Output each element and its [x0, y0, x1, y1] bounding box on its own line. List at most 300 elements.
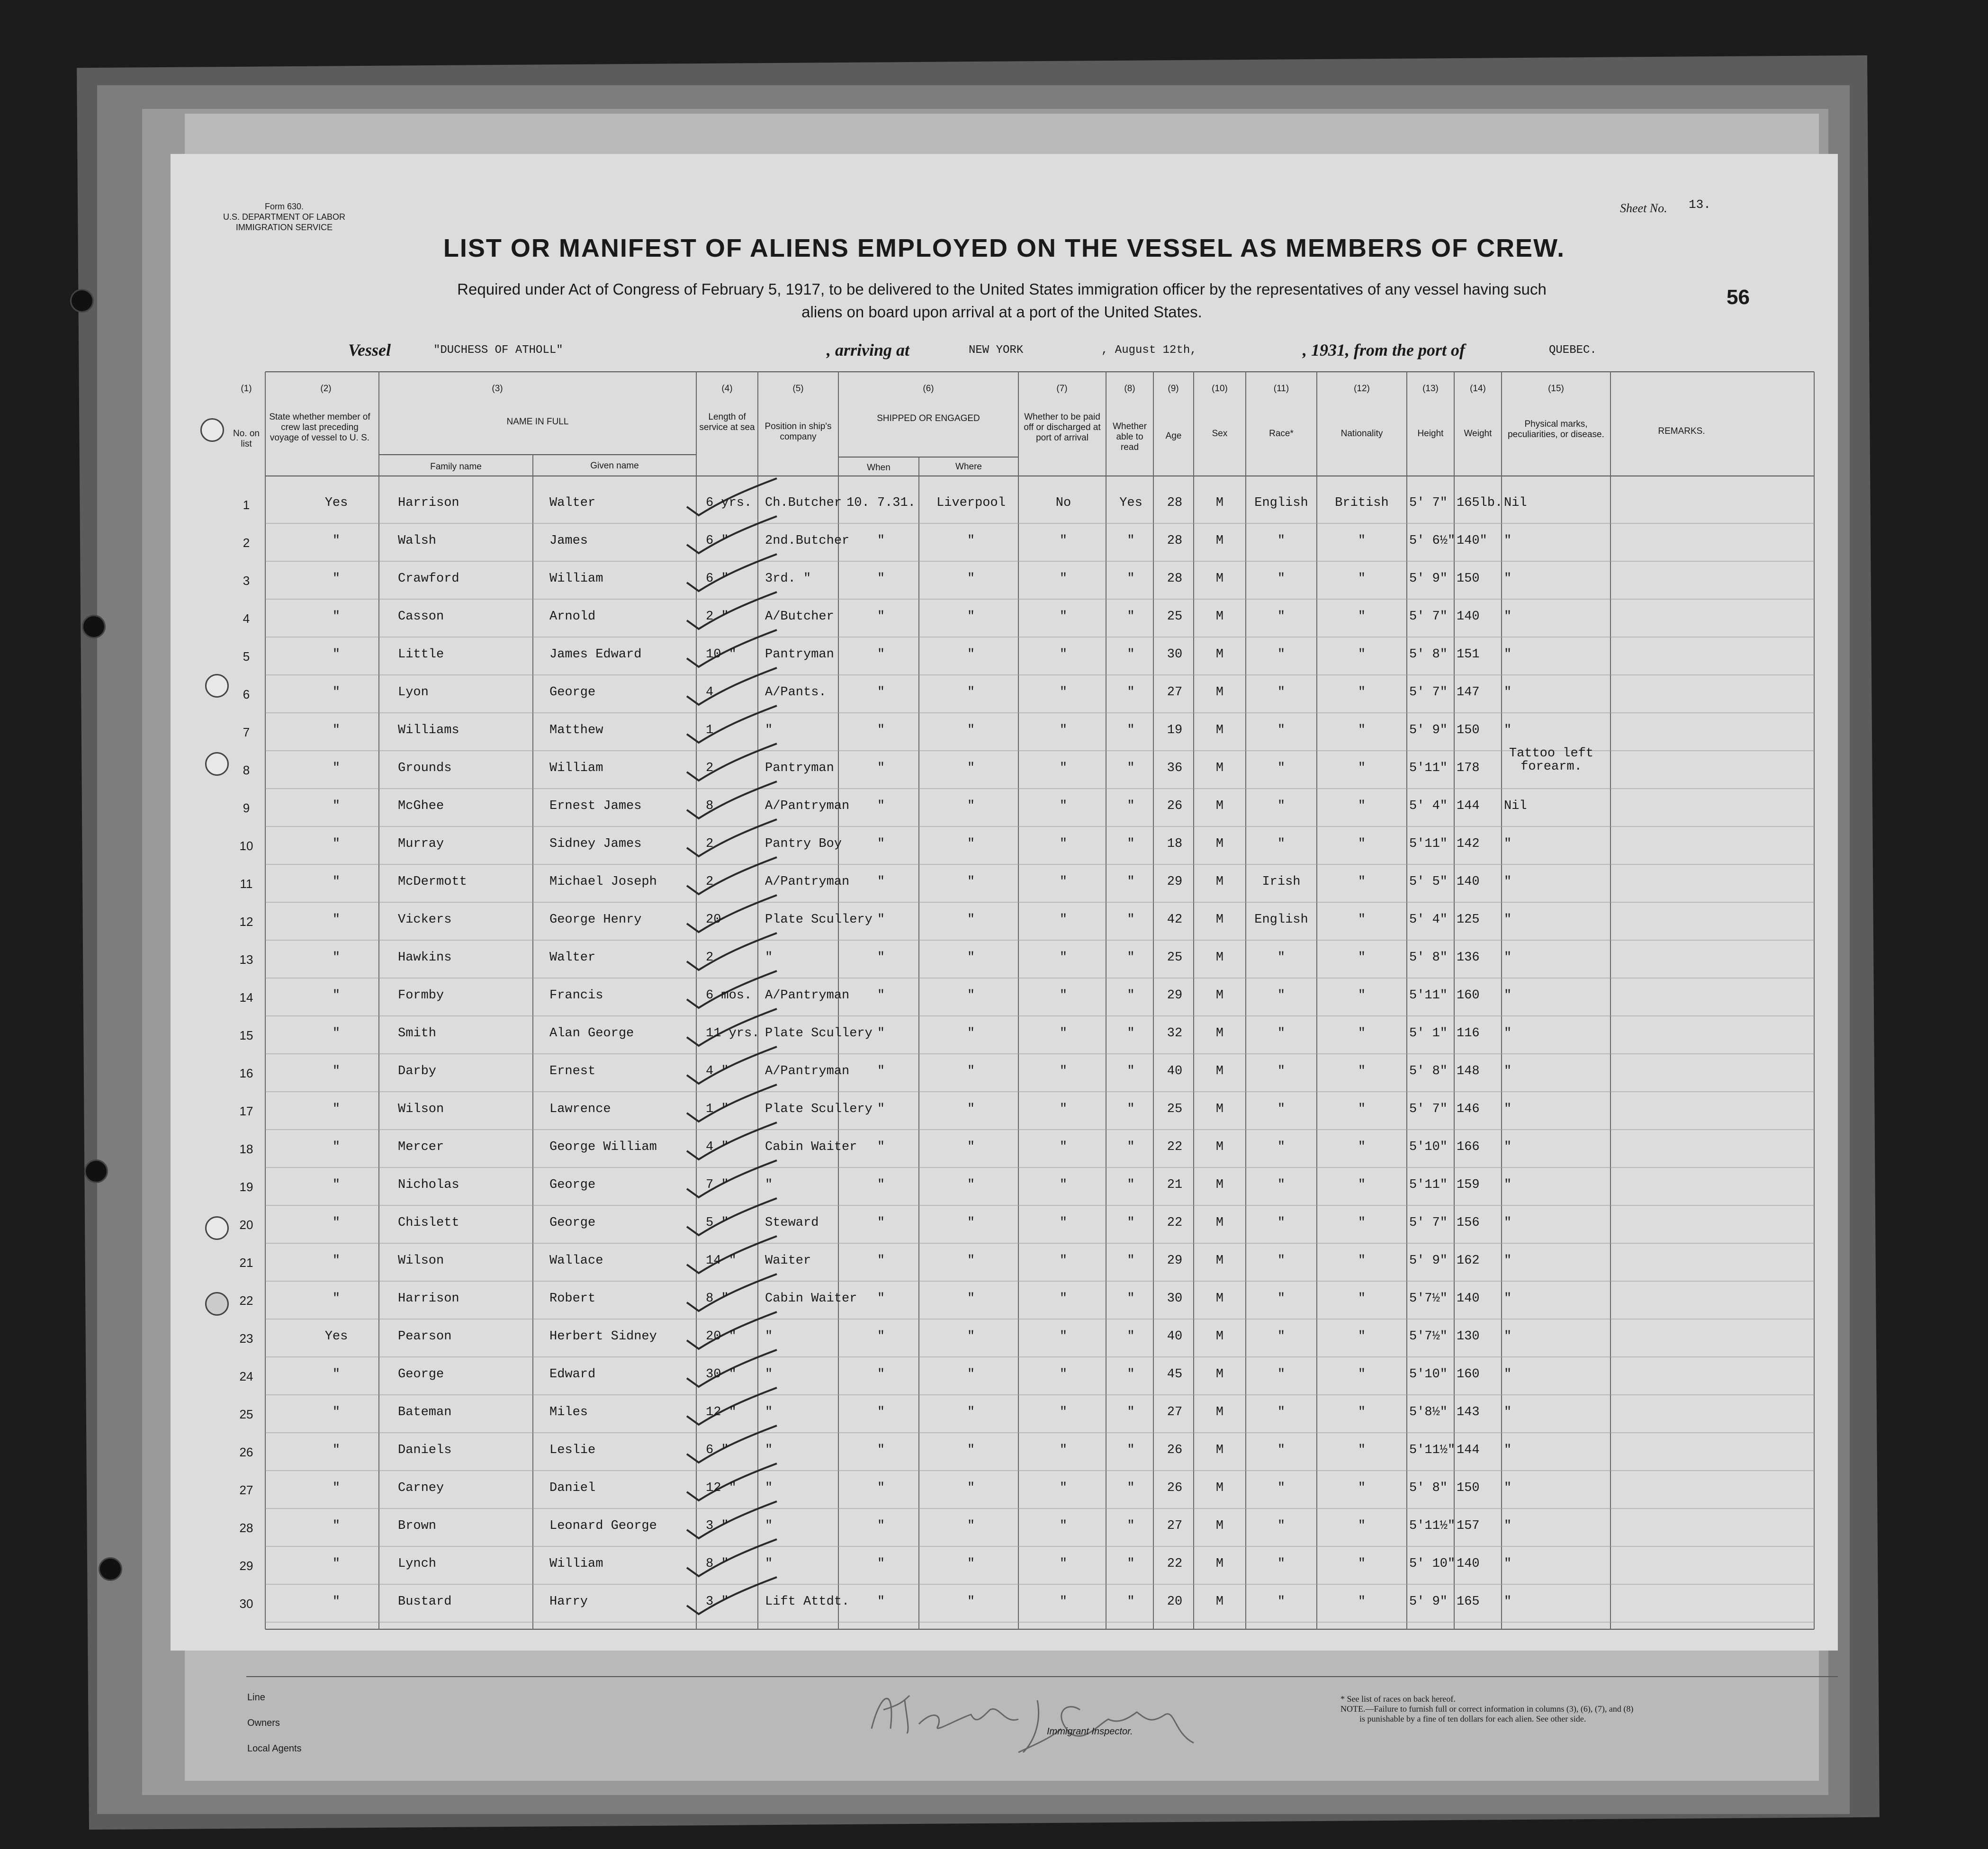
cell-nat: " — [1358, 1367, 1366, 1382]
cell-position: " — [765, 1443, 773, 1457]
cell-paid: " — [1059, 647, 1068, 662]
cell-given: Edward — [549, 1367, 596, 1382]
cell-prev: " — [332, 647, 341, 662]
cell-where: " — [967, 685, 975, 700]
cell-height: 5' 9" — [1409, 1254, 1448, 1268]
cell-nat: " — [1358, 723, 1366, 737]
cell-family: Harrison — [398, 1292, 459, 1306]
cell-family: Wilson — [398, 1102, 444, 1116]
binding-hole — [84, 1159, 108, 1183]
cell-sex: M — [1215, 913, 1224, 927]
cell-age: 32 — [1167, 1026, 1183, 1041]
cell-height: 5'10" — [1409, 1140, 1448, 1154]
cell-given: Ernest James — [549, 799, 642, 813]
cell-prev: " — [332, 1026, 341, 1041]
cell-height: 5' 5" — [1409, 875, 1448, 889]
cell-given: Lawrence — [549, 1102, 611, 1116]
cell-weight: 148 — [1457, 1064, 1480, 1078]
cell-read: " — [1127, 1178, 1135, 1192]
cell-read: " — [1127, 1557, 1135, 1571]
cell-race: " — [1277, 1481, 1286, 1495]
cell-age: 27 — [1167, 1519, 1183, 1533]
cell-age: 26 — [1167, 799, 1183, 813]
cell-given: William — [549, 1557, 603, 1571]
cell-position: Pantryman — [765, 647, 834, 662]
cell-marks: " — [1504, 1405, 1512, 1419]
cell-prev: " — [332, 1557, 341, 1571]
page-stamp: 56 — [1727, 286, 1750, 309]
cell-sex: M — [1215, 951, 1224, 965]
row-number: 16 — [239, 1066, 253, 1080]
cell-prev: " — [332, 1178, 341, 1192]
cell-marks: Nil — [1504, 799, 1527, 813]
row-number: 11 — [240, 877, 253, 891]
cell-when: " — [877, 1140, 885, 1154]
subtitle-line: aliens on board upon arrival at a port of the United States. — [801, 303, 1202, 321]
inspector-signature-image — [862, 1672, 1241, 1757]
cell-age: 30 — [1167, 1292, 1183, 1306]
vessel-name: "DUCHESS OF ATHOLL" — [433, 344, 563, 357]
cell-sex: M — [1215, 1481, 1224, 1495]
cell-paid: " — [1059, 1519, 1068, 1533]
cell-race: " — [1277, 610, 1286, 624]
check-mark — [687, 819, 777, 856]
note-line: NOTE.—Failure to furnish full or correct information in columns (3), (6), (7), and (8) — [1340, 1704, 1634, 1714]
cell-weight: 144 — [1457, 799, 1480, 813]
cell-prev: " — [332, 1064, 341, 1078]
cell-family: Carney — [398, 1481, 444, 1495]
cell-race: English — [1254, 913, 1308, 927]
cell-where: " — [967, 1064, 975, 1078]
cell-nat: " — [1358, 1595, 1366, 1609]
cell-height: 5'7½" — [1409, 1329, 1448, 1344]
cell-age: 26 — [1167, 1443, 1183, 1457]
cell-paid: " — [1059, 1102, 1068, 1116]
column-number: (10) — [1212, 384, 1228, 394]
cell-age: 40 — [1167, 1329, 1183, 1344]
cell-age: 28 — [1167, 534, 1183, 548]
inspector-label: Immigrant Inspector. — [1047, 1726, 1133, 1737]
row-number: 26 — [239, 1445, 253, 1459]
cell-family: McGhee — [398, 799, 444, 813]
cell-marks: " — [1504, 875, 1512, 889]
check-mark — [687, 1426, 777, 1463]
cell-where: " — [967, 1216, 975, 1230]
col-header-age: Age — [1165, 431, 1182, 441]
cell-nat: " — [1358, 951, 1366, 965]
cell-position: A/Pantryman — [765, 875, 850, 889]
cell-where: " — [967, 1405, 975, 1419]
cell-marks: Tattoo left forearm. — [1509, 746, 1594, 774]
footer-line-label: Line — [247, 1692, 265, 1703]
cell-race: " — [1277, 1443, 1286, 1457]
cell-paid: " — [1059, 988, 1068, 1003]
cell-paid: " — [1059, 1367, 1068, 1382]
cell-read: " — [1127, 1216, 1135, 1230]
cell-where: " — [967, 1329, 975, 1344]
manifest-page — [171, 154, 1838, 1754]
cell-family: Murray — [398, 837, 444, 851]
cell-prev: " — [332, 799, 341, 813]
cell-service: 2 — [706, 875, 714, 889]
cell-service: 10 " — [706, 647, 737, 662]
arrival-port: NEW YORK — [969, 344, 1024, 357]
cell-marks: " — [1504, 1254, 1512, 1268]
cell-when: " — [877, 1405, 885, 1419]
cell-read: " — [1127, 534, 1135, 548]
cell-paid: " — [1059, 1064, 1068, 1078]
cell-read: " — [1127, 1026, 1135, 1041]
column-number: (9) — [1168, 384, 1179, 394]
cell-height: 5' 1" — [1409, 1026, 1448, 1041]
binding-hole — [205, 674, 229, 698]
row-number: 17 — [239, 1104, 253, 1118]
cell-family: Crawford — [398, 572, 459, 586]
cell-read: " — [1127, 1405, 1135, 1419]
binding-hole — [82, 615, 106, 638]
cell-paid: " — [1059, 1557, 1068, 1571]
cell-prev: " — [332, 1292, 341, 1306]
cell-when: " — [877, 875, 885, 889]
cell-service: 7 " — [706, 1178, 729, 1192]
cell-where: " — [967, 1292, 975, 1306]
cell-read: " — [1127, 951, 1135, 965]
cell-when: " — [877, 1367, 885, 1382]
cell-where: " — [967, 799, 975, 813]
cell-race: " — [1277, 1216, 1286, 1230]
cell-family: Daniels — [398, 1443, 452, 1457]
cell-service: 8 " — [706, 1292, 729, 1306]
cell-paid: " — [1059, 685, 1068, 700]
cell-weight: 140" — [1457, 534, 1487, 548]
cell-position: A/Pants. — [765, 685, 827, 700]
cell-read: " — [1127, 1519, 1135, 1533]
vessel-label: Vessel — [348, 341, 391, 359]
cell-nat: " — [1358, 1405, 1366, 1419]
cell-race: " — [1277, 1595, 1286, 1609]
cell-age: 25 — [1167, 951, 1183, 965]
cell-when: " — [877, 988, 885, 1003]
cell-race: " — [1277, 1292, 1286, 1306]
cell-given: George Henry — [549, 913, 642, 927]
cell-family: Harrison — [398, 496, 459, 510]
check-mark — [687, 554, 777, 591]
cell-position: A/Butcher — [765, 610, 834, 624]
row-number: 4 — [243, 611, 250, 626]
row-number: 14 — [239, 990, 253, 1005]
cell-race: English — [1254, 496, 1308, 510]
row-number: 18 — [239, 1142, 253, 1156]
check-mark — [687, 895, 777, 932]
cell-when: " — [877, 1026, 885, 1041]
cell-prev: " — [332, 837, 341, 851]
cell-nat: " — [1358, 1254, 1366, 1268]
cell-where: " — [967, 875, 975, 889]
cell-position: Ch.Butcher — [765, 496, 842, 510]
cell-position: Pantry Boy — [765, 837, 842, 851]
col-header-shipped: SHIPPED OR ENGAGED — [877, 413, 980, 423]
cell-position: " — [765, 951, 773, 965]
row-number: 13 — [239, 952, 253, 967]
cell-weight: 157 — [1457, 1519, 1480, 1533]
cell-nat: " — [1358, 1329, 1366, 1344]
cell-age: 22 — [1167, 1216, 1183, 1230]
cell-race: " — [1277, 1254, 1286, 1268]
cell-given: Harry — [549, 1595, 588, 1609]
cell-prev: " — [332, 1102, 341, 1116]
column-number: (14) — [1470, 384, 1486, 394]
cell-race: " — [1277, 572, 1286, 586]
check-mark — [687, 1085, 777, 1122]
cell-paid: " — [1059, 1026, 1068, 1041]
cell-race: " — [1277, 1178, 1286, 1192]
cell-race: Irish — [1262, 875, 1301, 889]
col-header-no: No. on list — [233, 429, 260, 449]
cell-where: " — [967, 988, 975, 1003]
cell-marks: " — [1504, 1443, 1512, 1457]
row-number: 29 — [239, 1559, 253, 1573]
cell-read: " — [1127, 837, 1135, 851]
cell-family: Bateman — [398, 1405, 452, 1419]
cell-where: " — [967, 1178, 975, 1192]
column-number: (7) — [1056, 384, 1068, 394]
cell-age: 19 — [1167, 723, 1183, 737]
cell-service: 12 " — [706, 1405, 737, 1419]
row-number: 28 — [239, 1521, 253, 1535]
cell-given: Walter — [549, 951, 596, 965]
col-header-name: NAME IN FULL — [506, 417, 569, 427]
cell-family: Darby — [398, 1064, 437, 1078]
cell-where: " — [967, 610, 975, 624]
cell-height: 5' 7" — [1409, 496, 1448, 510]
cell-race: " — [1277, 1557, 1286, 1571]
cell-when: " — [877, 1481, 885, 1495]
cell-when: " — [877, 1519, 885, 1533]
cell-service: 20 — [706, 913, 721, 927]
binding-hole — [205, 1292, 229, 1316]
cell-race: " — [1277, 761, 1286, 775]
cell-age: 29 — [1167, 988, 1183, 1003]
cell-weight: 165 — [1457, 1595, 1480, 1609]
cell-given: Walter — [549, 496, 596, 510]
cell-age: 22 — [1167, 1557, 1183, 1571]
cell-given: George — [549, 685, 596, 700]
cell-given: William — [549, 761, 603, 775]
cell-paid: " — [1059, 572, 1068, 586]
cell-nat: " — [1358, 761, 1366, 775]
col-header-sex: Sex — [1212, 429, 1228, 439]
cell-sex: M — [1215, 496, 1224, 510]
cell-marks: " — [1504, 534, 1512, 548]
cell-sex: M — [1215, 1443, 1224, 1457]
cell-nat: " — [1358, 1557, 1366, 1571]
cell-nat: " — [1358, 913, 1366, 927]
cell-weight: 150 — [1457, 572, 1480, 586]
col-header-weight: Weight — [1464, 429, 1492, 439]
row-number: 20 — [239, 1218, 253, 1232]
cell-given: Daniel — [549, 1481, 596, 1495]
cell-prev: " — [332, 761, 341, 775]
cell-marks: " — [1504, 1216, 1512, 1230]
cell-paid: " — [1059, 723, 1068, 737]
cell-race: " — [1277, 685, 1286, 700]
arrival-date: , August 12th, — [1101, 344, 1197, 357]
cell-paid: " — [1059, 1292, 1068, 1306]
cell-height: 5' 9" — [1409, 572, 1448, 586]
cell-nat: " — [1358, 572, 1366, 586]
cell-age: 29 — [1167, 875, 1183, 889]
cell-family: Lyon — [398, 685, 429, 700]
cell-race: " — [1277, 534, 1286, 548]
cell-height: 5' 10" — [1409, 1557, 1456, 1571]
cell-when: 10. 7.31. — [846, 496, 916, 510]
cell-weight: 156 — [1457, 1216, 1480, 1230]
cell-position: Lift Attdt. — [765, 1595, 850, 1609]
cell-prev: " — [332, 1367, 341, 1382]
cell-age: 22 — [1167, 1140, 1183, 1154]
check-mark — [687, 1047, 777, 1084]
cell-race: " — [1277, 951, 1286, 965]
cell-paid: " — [1059, 1329, 1068, 1344]
cell-nat: " — [1358, 610, 1366, 624]
row-number: 8 — [243, 763, 250, 777]
cell-age: 28 — [1167, 496, 1183, 510]
cell-service: 2 " — [706, 610, 729, 624]
row-number: 25 — [239, 1407, 253, 1421]
cell-sex: M — [1215, 723, 1224, 737]
cell-family: Brown — [398, 1519, 437, 1533]
cell-where: " — [967, 913, 975, 927]
check-mark — [687, 1577, 777, 1614]
cell-marks: " — [1504, 685, 1512, 700]
cell-position: Cabin Waiter — [765, 1292, 857, 1306]
cell-nat: " — [1358, 1519, 1366, 1533]
cell-sex: M — [1215, 610, 1224, 624]
cell-paid: " — [1059, 799, 1068, 813]
cell-height: 5' 7" — [1409, 1216, 1448, 1230]
cell-prev: " — [332, 1405, 341, 1419]
col-header-family-name: Family name — [430, 462, 482, 472]
cell-marks: " — [1504, 1102, 1512, 1116]
cell-paid: " — [1059, 1178, 1068, 1192]
cell-weight: 116 — [1457, 1026, 1480, 1041]
cell-nat: " — [1358, 799, 1366, 813]
cell-race: " — [1277, 1519, 1286, 1533]
cell-paid: " — [1059, 1216, 1068, 1230]
cell-age: 45 — [1167, 1367, 1183, 1382]
cell-prev: " — [332, 1481, 341, 1495]
cell-read: " — [1127, 988, 1135, 1003]
cell-service: 1 " — [706, 1102, 729, 1116]
cell-sex: M — [1215, 1557, 1224, 1571]
cell-nat: " — [1358, 1216, 1366, 1230]
cell-position: " — [765, 1178, 773, 1192]
cell-read: " — [1127, 1481, 1135, 1495]
cell-weight: 147 — [1457, 685, 1480, 700]
cell-paid: " — [1059, 534, 1068, 548]
cell-height: 5'11½" — [1409, 1519, 1456, 1533]
cell-height: 5'11" — [1409, 1178, 1448, 1192]
cell-given: Wallace — [549, 1254, 603, 1268]
note-races: * See list of races on back hereof. — [1340, 1694, 1456, 1704]
cell-position: " — [765, 1367, 773, 1382]
cell-height: 5' 9" — [1409, 1595, 1448, 1609]
row-number: 2 — [243, 536, 250, 550]
cell-nat: " — [1358, 875, 1366, 889]
cell-height: 5' 7" — [1409, 685, 1448, 700]
cell-family: Walsh — [398, 534, 437, 548]
cell-marks: " — [1504, 1557, 1512, 1571]
cell-prev: " — [332, 723, 341, 737]
cell-height: 5'11" — [1409, 837, 1448, 851]
cell-service: 6 " — [706, 534, 729, 548]
column-number: (15) — [1548, 384, 1564, 394]
cell-position: 3rd. " — [765, 572, 811, 586]
cell-marks: Nil — [1504, 496, 1527, 510]
cell-service: 6 " — [706, 572, 729, 586]
cell-family: Hawkins — [398, 951, 452, 965]
cell-given: William — [549, 572, 603, 586]
cell-position: Cabin Waiter — [765, 1140, 857, 1154]
cell-position: Plate Scullery — [765, 1026, 873, 1041]
cell-height: 5' 8" — [1409, 647, 1448, 662]
cell-where: " — [967, 1557, 975, 1571]
cell-where: " — [967, 1254, 975, 1268]
check-mark — [687, 1198, 777, 1235]
cell-sex: M — [1215, 875, 1224, 889]
cell-when: " — [877, 761, 885, 775]
cell-position: A/Pantryman — [765, 988, 850, 1003]
cell-nat: " — [1358, 1064, 1366, 1078]
cell-sex: M — [1215, 534, 1224, 548]
cell-age: 42 — [1167, 913, 1183, 927]
check-mark — [687, 592, 777, 629]
arriving-label: , arriving at — [827, 341, 910, 359]
cell-given: George William — [549, 1140, 657, 1154]
cell-given: Robert — [549, 1292, 596, 1306]
cell-height: 5' 7" — [1409, 610, 1448, 624]
column-number: (3) — [492, 384, 503, 394]
cell-given: Leonard George — [549, 1519, 657, 1533]
cell-where: " — [967, 1443, 975, 1457]
footer-agents-label: Local Agents — [247, 1743, 302, 1754]
cell-race: " — [1277, 1026, 1286, 1041]
cell-read: " — [1127, 913, 1135, 927]
cell-paid: " — [1059, 1443, 1068, 1457]
cell-service: 1 — [706, 723, 714, 737]
cell-age: 27 — [1167, 1405, 1183, 1419]
cell-position: Plate Scullery — [765, 1102, 873, 1116]
cell-sex: M — [1215, 1367, 1224, 1382]
cell-when: " — [877, 610, 885, 624]
cell-marks: " — [1504, 1292, 1512, 1306]
col-header-nationality: Nationality — [1340, 429, 1383, 439]
cell-where: " — [967, 1519, 975, 1533]
year-label: , 1931, from the port of — [1303, 341, 1466, 359]
cell-marks: " — [1504, 1595, 1512, 1609]
cell-marks: " — [1504, 1481, 1512, 1495]
cell-marks: " — [1504, 988, 1512, 1003]
cell-height: 5' 8" — [1409, 1481, 1448, 1495]
check-mark — [687, 1539, 777, 1576]
cell-weight: 166 — [1457, 1140, 1480, 1154]
column-number: (13) — [1422, 384, 1439, 394]
cell-height: 5' 9" — [1409, 723, 1448, 737]
cell-weight: 130 — [1457, 1329, 1480, 1344]
cell-prev: " — [332, 875, 341, 889]
cell-when: " — [877, 951, 885, 965]
cell-service: 4 " — [706, 1064, 729, 1078]
